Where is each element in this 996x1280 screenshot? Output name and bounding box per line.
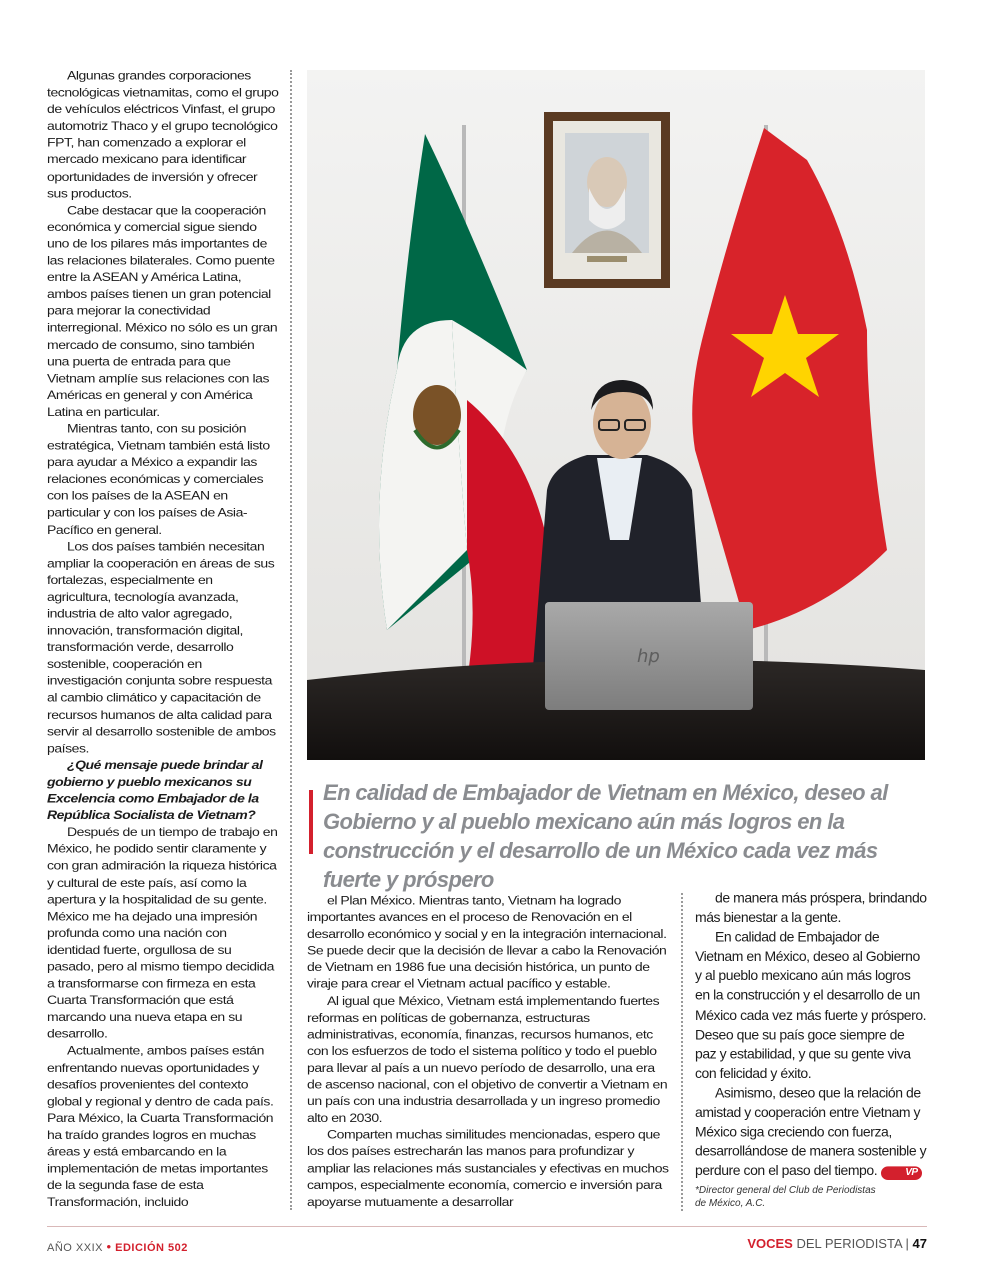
article-column-left bbox=[47, 67, 279, 1210]
article-paragraph: Al igual que México, Vietnam está implementando fuertes reformas en políticas de gobernanza, estructuras administrativas, economía, finanzas, recursos humanos, etc con los esfuerzos de todo el sistema político y todo el pueblo para llevar al país a un nuevo período de desarrollo, una era de ascenso nacional, con el objetivo de convertir a Vietnam en un país con una industria desarrollada y un ingreso promedio alto en 2030. bbox=[307, 994, 668, 1125]
footer-separator: | bbox=[901, 1236, 913, 1251]
column-divider bbox=[290, 70, 292, 1210]
portrait-frame bbox=[544, 112, 670, 288]
footnote-line-2: de México, A.C. bbox=[695, 1198, 766, 1209]
pull-quote bbox=[307, 774, 927, 892]
article-paragraph: Algunas grandes corporaciones tecnológicas vietnamitas, como el grupo de vehículos eléctricos Vinfast, el grupo automotriz Thaco y el grupo tecnológico FPT, han comenzado a explorar el mercado mexicano para identificar oportunidades de inversión y ofrecer sus productos. bbox=[47, 68, 279, 200]
pull-quote-text: En calidad de Embajador de Vietnam en México, deseo al Gobierno y al pueblo mexicano aún más logros en la construcción y el desarrollo de un México cada vez más fuerte y próspero bbox=[323, 780, 888, 892]
svg-text:hp: hp bbox=[637, 646, 660, 667]
footer-edition bbox=[47, 1239, 188, 1254]
article-paragraph: el Plan México. Mientras tanto, Vietnam ha logrado importantes avances en el proceso de Renovación en el desarrollo económico y social y en la integración internacional. Se puede decir que la decisión de llevar a cabo la Renovación de Vietnam en 1986 fue una decisión histórica, un punto de viraje para crear el Vietnam actual pacífico y estable. bbox=[307, 893, 667, 991]
article-photo bbox=[307, 70, 925, 760]
article-column-middle bbox=[307, 892, 669, 1210]
footer-bullet: • bbox=[106, 1239, 112, 1254]
footer-brand-rest: DEL PERIODISTA bbox=[792, 1236, 902, 1251]
article-paragraph: Mientras tanto, con su posición estratégica, Vietnam también está listo para ayudar a México a expandir las relaciones económicas y comerciales con los países de la ASEAN en particular y con los países de Asia-Pacífico en general. bbox=[47, 421, 270, 537]
article-paragraph: Después de un tiempo de trabajo en México, he podido sentir claramente y con gran admiración la riqueza histórica y cultural de este país, así como la apertura y la hospitalidad de su gente. México me ha dejado una impresión profunda como una nación con identidad fuerte, orgullosa de su pasado, pero al mismo tiempo decidida a transformarse con firmeza en esta Cuarta Transformación que está marcando una nueva etapa en su desarrollo. bbox=[47, 825, 278, 1041]
end-mark-logo: VP bbox=[881, 1167, 921, 1181]
laptop bbox=[545, 602, 753, 710]
article-paragraph: En calidad de Embajador de Vietnam en México, deseo al Gobierno y al pueblo mexicano aún más logros en la construcción y el desarrollo de un México cada vez más fuerte y próspero. Deseo que su país goce siempre de paz y estabilidad, y que su gente viva con felicidad y éxito. bbox=[695, 928, 927, 1081]
footer-publication bbox=[747, 1236, 927, 1251]
article-paragraph: Actualmente, ambos países están enfrentando nuevas oportunidades y desafíos provenientes del contexto global y regional y dentro de cada país. Para México, la Cuarta Transformación ha traído grandes logros en muchas áreas y está embarcando en la implementación de metas importantes de la segunda fase de esta Transformación, incluido bbox=[47, 1043, 274, 1209]
footer-rule bbox=[47, 1226, 927, 1227]
footer-brand: VOCES bbox=[747, 1236, 793, 1251]
column-divider bbox=[681, 893, 683, 1211]
article-paragraph: Los dos países también necesitan ampliar la cooperación en áreas de sus fortalezas, especialmente en agricultura, tecnología avanzada, industria de alto valor agregado, innovación, transformación digital, transformación verde, desarrollo sostenible, cooperación en investigación conjunta sobre respuesta al cambio climático y capacitación de recursos humanos de alta calidad para servir al desarrollo sostenible de ambos países. bbox=[47, 539, 276, 755]
ambassador-photo-illustration bbox=[307, 70, 925, 760]
pull-quote-bar bbox=[309, 790, 313, 854]
page-number: 47 bbox=[912, 1236, 927, 1251]
article-paragraph: Asimismo, deseo que la relación de amistad y cooperación entre Vietnam y México siga creciendo con fuerza, desarrollándose de manera sostenible y perdure con el paso del tiempo. VP bbox=[695, 1084, 927, 1179]
footer-edition-number: EDICIÓN 502 bbox=[115, 1242, 188, 1254]
author-footnote bbox=[695, 1184, 927, 1210]
footer-year: AÑO XXIX bbox=[47, 1242, 103, 1254]
footnote-line-1: *Director general del Club de Periodistas bbox=[695, 1185, 876, 1196]
article-paragraph: de manera más próspera, brindando más bienestar a la gente. bbox=[695, 889, 927, 925]
article-column-right bbox=[695, 888, 927, 1180]
article-paragraph: Cabe destacar que la cooperación económica y comercial sigue siendo uno de los pilares más importantes de las relaciones bilaterales. Como puente entre la ASEAN y América Latina, ambos países tienen un gran potencial para mejorar la conectividad interregional. México no sólo es un gran mercado de consumo, sino también una puerta de entrada para que Vietnam amplíe sus relaciones con las Américas en general y con América Latina en particular. bbox=[47, 203, 278, 419]
article-paragraph: Comparten muchas similitudes mencionadas, espero que los dos países estrecharán las manos para profundizar y ampliar las relaciones más sustanciales y efectivas en muchos campos, especialmente economía, comercio e inversión para apoyarse mutuamente a desarrollar bbox=[307, 1127, 669, 1209]
interview-question: ¿Qué mensaje puede brindar al gobierno y pueblo mexicanos su Excelencia como Embajador de la República Socialista de Vietnam? bbox=[47, 758, 263, 822]
